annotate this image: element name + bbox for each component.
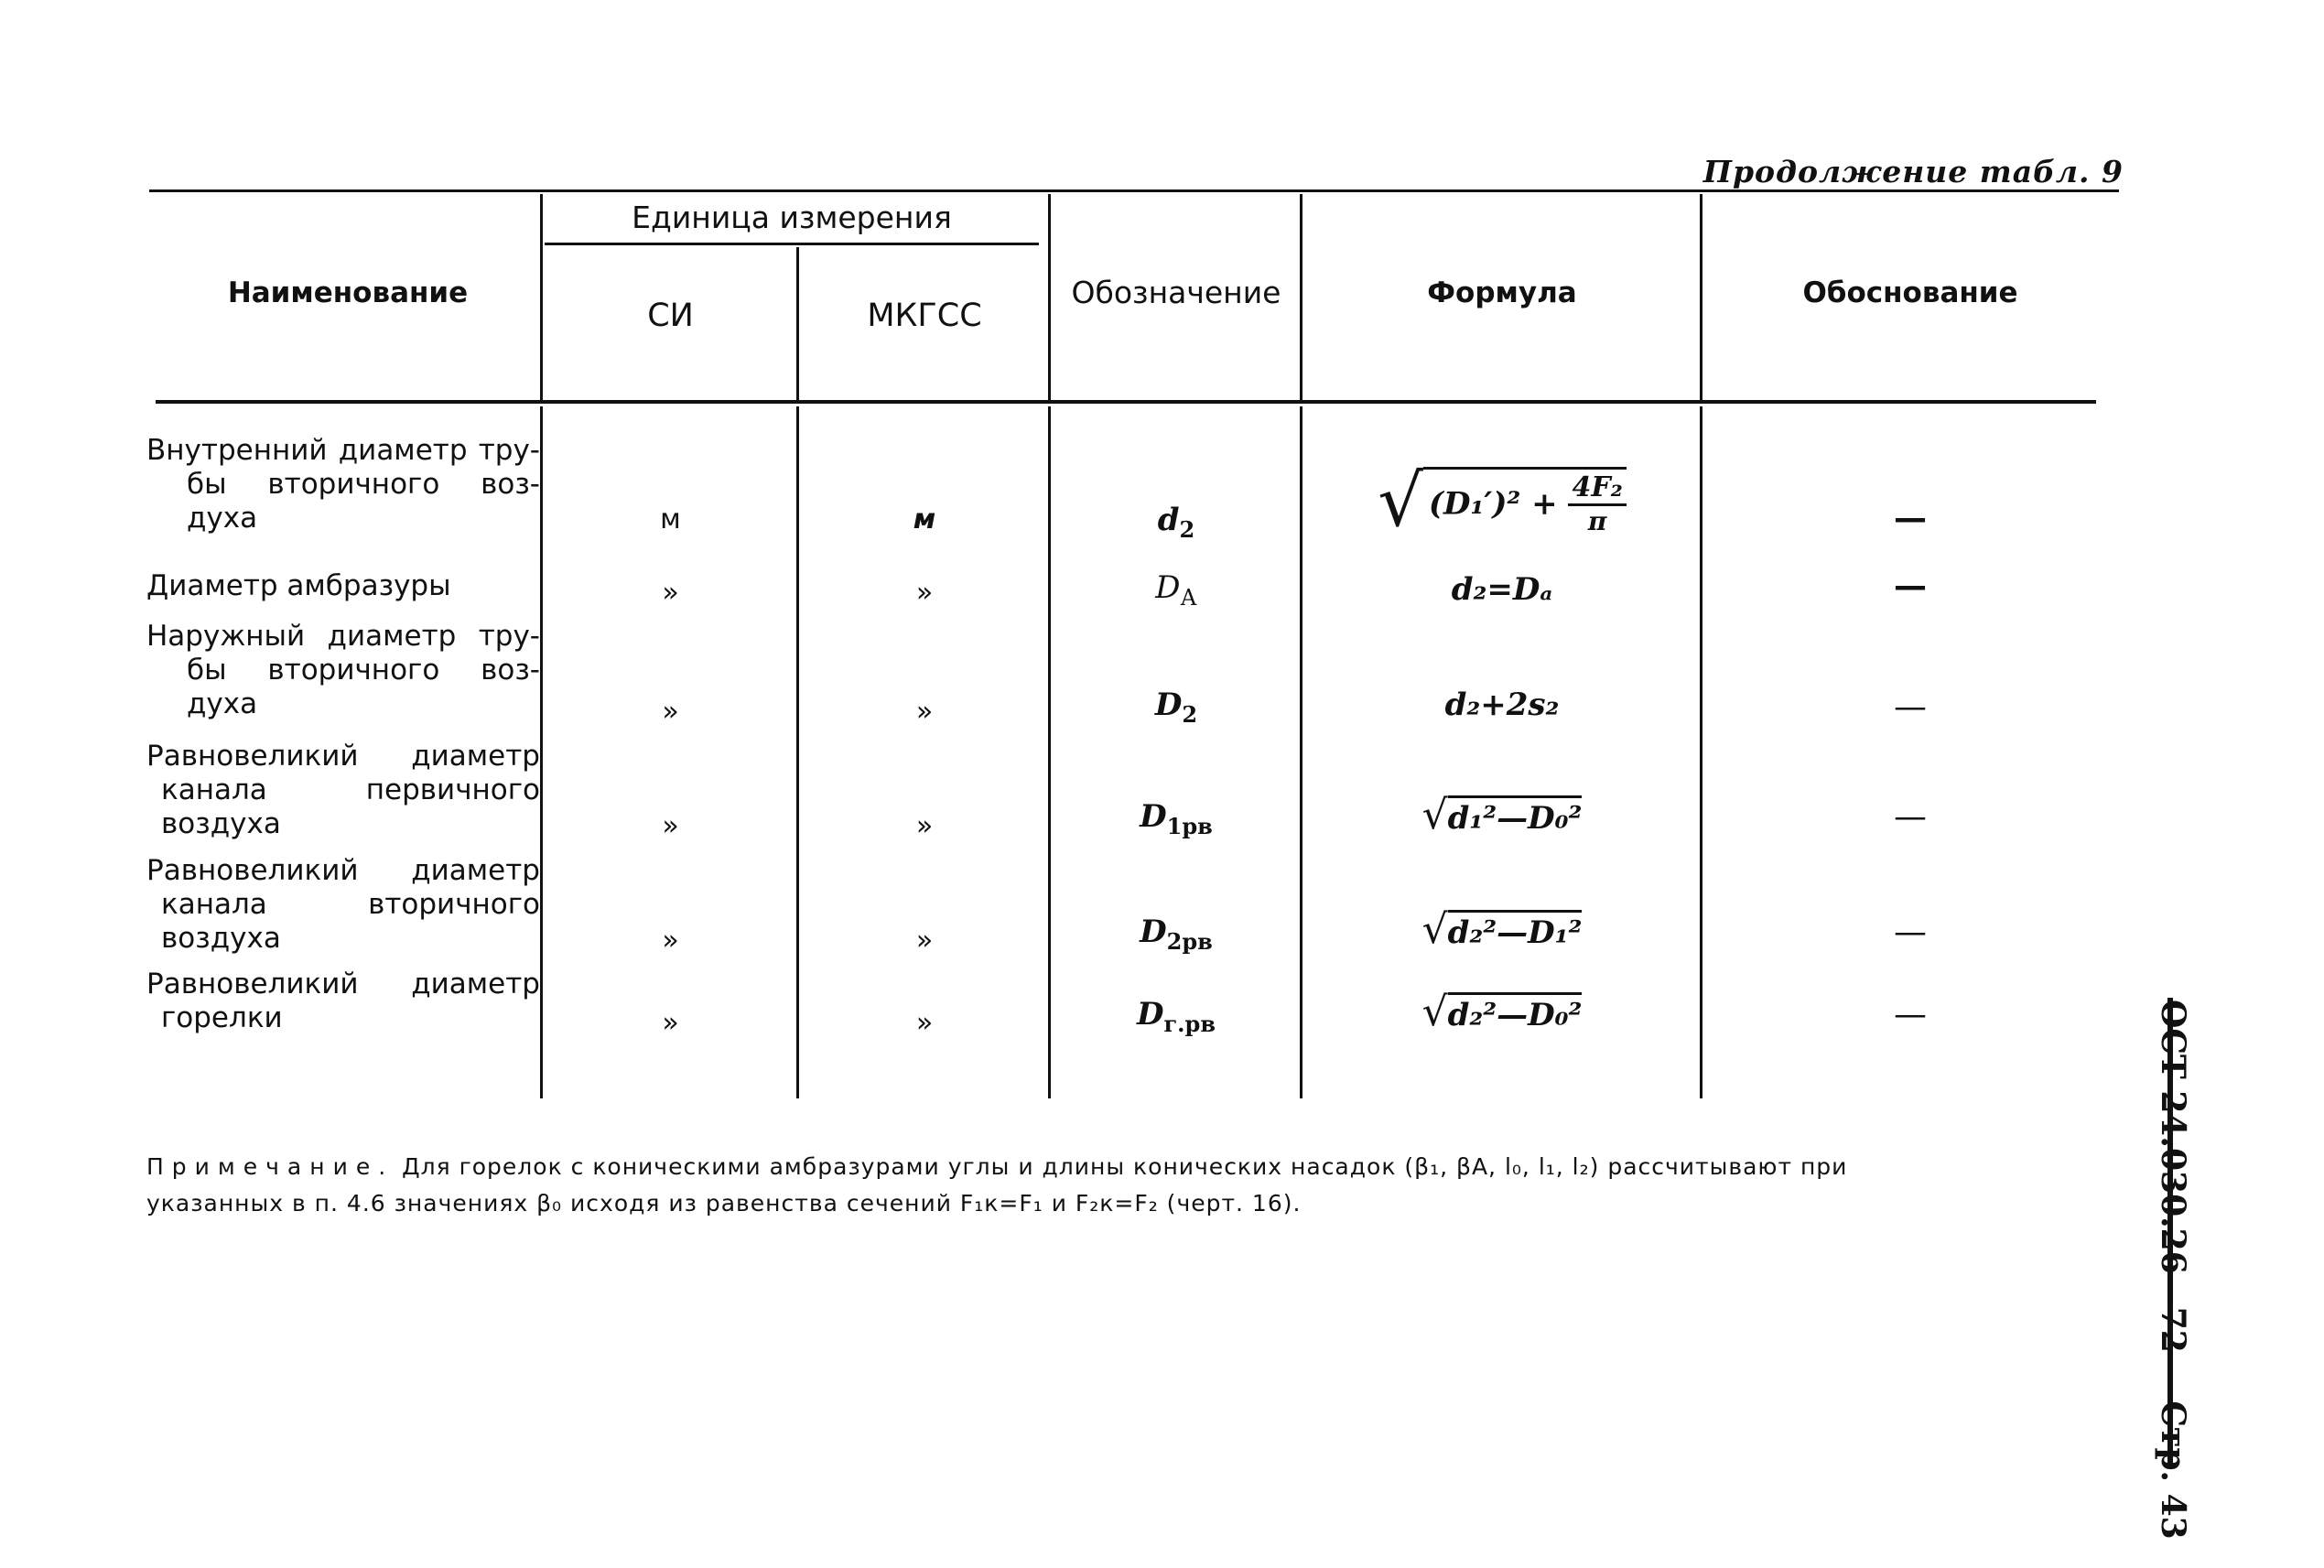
row-1-formula	[1304, 460, 1700, 558]
row-4-name-line-3: воздуха	[161, 807, 281, 840]
body-divider-1	[540, 406, 543, 1098]
row-5-formula	[1304, 906, 1700, 953]
row-1-fraction-denominator: π	[1587, 506, 1607, 536]
row-1-name	[146, 434, 540, 535]
row-6-designation-main: D	[1136, 996, 1164, 1033]
row-5-designation-main: D	[1140, 914, 1167, 950]
row-5-name-line-3: воздуха	[161, 922, 281, 955]
row-5-name-line-1: Равновеликий диаметр	[146, 854, 540, 887]
row-6-mkgss: »	[915, 1007, 934, 1039]
row-3-si: »	[662, 696, 679, 728]
row-1-mkgss	[801, 503, 1048, 535]
header-name: Наименование	[227, 276, 469, 309]
row-1-fraction	[1568, 471, 1626, 536]
row-2-name-line-1: Диаметр амбразуры	[146, 569, 451, 602]
row-4-radical-sign: √	[1421, 792, 1448, 838]
row-4-designation-sub: 1рв	[1166, 812, 1213, 839]
body-divider-2	[796, 406, 799, 1098]
row-6-name	[146, 968, 540, 1035]
row-2-si: »	[662, 577, 679, 609]
row-1-name-line-3: духа	[187, 502, 258, 535]
row-6-basis: —	[1894, 996, 1927, 1033]
row-1-name-line-2: бы вторичного воз-	[187, 468, 540, 501]
row-2-designation-main: D	[1155, 569, 1181, 606]
row-6-formula	[1304, 989, 1700, 1035]
row-6-name-line-2: горелки	[161, 1001, 283, 1034]
row-6-radicand: d₂²—D₀²	[1448, 992, 1583, 1033]
row-1-radical-sign: √	[1378, 460, 1423, 543]
header-divider-3	[1048, 194, 1051, 400]
body-divider-3	[1048, 406, 1051, 1098]
row-1-mkgss-value: м	[913, 503, 936, 535]
row-4-basis: —	[1894, 798, 1927, 836]
side-stamp-code: ОСТ 24.030.26—72	[2154, 1000, 2192, 1353]
row-2-basis: —	[1894, 568, 1927, 605]
header-mkgss: МКГСС	[867, 297, 982, 334]
row-2-designation-sub: А	[1180, 584, 1197, 611]
row-1-basis: —	[1894, 500, 1927, 537]
row-1-name-line-1: Внутренний диаметр тру-	[146, 434, 540, 467]
row-4-designation	[1053, 798, 1300, 839]
row-2-name	[146, 569, 540, 603]
row-2-mkgss: »	[915, 577, 934, 609]
row-3-name	[146, 620, 540, 721]
row-3-name-line-1: Наружный диаметр тру-	[146, 620, 540, 653]
header-designation: Обозначение	[1071, 275, 1281, 310]
side-stamp-page: Стр. 43	[2154, 1400, 2192, 1540]
row-6-designation	[1053, 996, 1300, 1037]
row-3-name-line-2: бы вторичного воз-	[187, 654, 540, 687]
row-1-designation	[1053, 502, 1300, 543]
row-3-designation-sub: 2	[1182, 700, 1198, 728]
row-1-designation-main: d	[1157, 502, 1180, 538]
header-basis: Обоснование	[1802, 276, 2018, 309]
table-continuation-label: Продолжение табл. 9	[1702, 154, 2124, 189]
row-5-mkgss: »	[915, 925, 934, 957]
row-5-designation-sub: 2рв	[1166, 927, 1213, 955]
row-5-name-line-2: канала вторичного	[161, 888, 540, 921]
note-lead: Примечание.	[146, 1153, 395, 1180]
row-1-fraction-numerator: 4F₂	[1568, 471, 1626, 506]
row-5-radical-sign: √	[1421, 906, 1448, 953]
row-4-designation-main: D	[1140, 798, 1167, 835]
row-4-mkgss: »	[915, 810, 934, 842]
row-4-name-line-2: канала первичного	[161, 773, 540, 806]
row-5-name	[146, 854, 540, 956]
row-5-radicand: d₂²—D₁²	[1448, 910, 1583, 951]
row-4-name	[146, 740, 540, 841]
header-divider-4	[1300, 194, 1303, 400]
units-group-rule	[545, 243, 1039, 245]
row-3-designation-main: D	[1154, 687, 1183, 723]
table-note	[146, 1149, 2105, 1222]
row-3-name-line-3: духа	[187, 687, 258, 720]
note-text-line-2: указанных в п. 4.6 значениях β₀ исходя из равенства сечений F₁к=F₁ и F₂к=F₂ (черт. 16).	[146, 1190, 1302, 1217]
row-1-radicand-text: (D₁′)² +	[1428, 485, 1558, 523]
row-4-radicand: d₁²—D₀²	[1448, 795, 1583, 837]
header-units-group: Единица измерения	[632, 200, 952, 235]
row-6-si: »	[662, 1007, 679, 1039]
side-stamp	[2146, 1000, 2192, 1540]
row-3-formula: d₂+2s₂	[1444, 687, 1560, 723]
row-2-formula: d₂=Dₐ	[1451, 571, 1553, 608]
table-top-rule	[149, 189, 2119, 192]
row-5-basis: —	[1894, 914, 1927, 951]
body-divider-4	[1300, 406, 1303, 1098]
header-formula: Формула	[1427, 276, 1577, 309]
row-4-name-line-1: Равновеликий диаметр	[146, 740, 540, 773]
row-6-designation-sub: г.рв	[1163, 1010, 1216, 1037]
row-4-si: »	[662, 810, 679, 842]
header-divider-1	[540, 194, 543, 400]
row-5-designation	[1053, 914, 1300, 955]
row-1-radicand	[1423, 467, 1627, 536]
header-si: СИ	[647, 297, 694, 334]
header-divider-2	[796, 247, 799, 400]
header-bottom-rule	[156, 400, 2096, 404]
row-5-si: »	[662, 925, 679, 957]
note-text-line-1: Для горелок с коническими амбразурами углы и длины конических насадок (β₁, βА, l₀, l₁, l₂) рассчитывают при	[402, 1153, 1848, 1180]
row-6-radical-sign: √	[1421, 989, 1448, 1035]
header-divider-5	[1700, 194, 1702, 400]
row-3-designation	[1053, 687, 1300, 728]
body-divider-5	[1700, 406, 1702, 1098]
row-1-designation-sub: 2	[1179, 515, 1195, 543]
row-4-formula	[1304, 792, 1700, 838]
row-3-mkgss: »	[915, 696, 934, 728]
row-2-designation	[1053, 569, 1300, 611]
row-1-si: м	[660, 503, 681, 535]
row-3-basis: —	[1894, 688, 1927, 726]
row-6-name-line-1: Равновеликий диаметр	[146, 968, 540, 1000]
